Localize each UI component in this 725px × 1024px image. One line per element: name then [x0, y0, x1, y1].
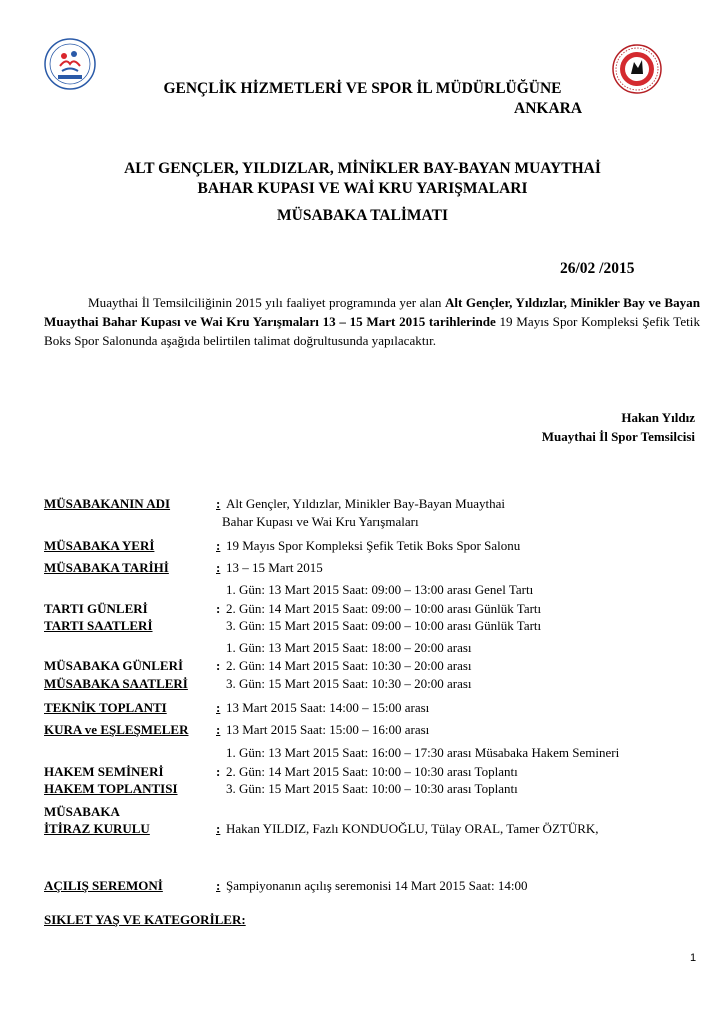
colon: : — [216, 496, 221, 511]
referee-row-2: 2. Gün: 14 Mart 2015 Saat: 10:00 – 10:30 arası Toplantı — [226, 764, 518, 779]
weigh-in-hours-label — [44, 618, 167, 634]
colon: : — [216, 878, 221, 893]
match-hours-label: MÜSABAKA SAATLERİ — [44, 676, 188, 691]
objection-committee-value: Hakan YILDIZ, Fazlı KONDUOĞLU, Tülay ORAL, Tamer ÖZTÜRK, — [226, 821, 599, 836]
draw-label: KURA ve EŞLEŞMELER — [44, 722, 189, 737]
opening-ceremony-value: Şampiyonanın açılış seremonisi 14 Mart 2015 Saat: 14:00 — [226, 878, 528, 893]
draw-value: 13 Mart 2015 Saat: 15:00 – 16:00 arası — [226, 722, 430, 737]
page-number: 1 — [690, 952, 697, 964]
objection-committee-label-1: MÜSABAKA — [44, 804, 120, 819]
document-date: 26/02 /2015 — [560, 260, 635, 277]
colon: : — [216, 601, 221, 616]
weight-categories-heading: SIKLET YAŞ VE KATEGORİLER: — [44, 912, 246, 927]
recipient-city: ANKARA — [514, 100, 583, 117]
match-row-3: 3. Gün: 15 Mart 2015 Saat: 10:30 – 20:00 arası — [226, 676, 472, 691]
match-row-1: 1. Gün: 13 Mart 2015 Saat: 18:00 – 20:00 arası — [226, 640, 472, 655]
colon: : — [216, 538, 221, 553]
technical-meeting-value: 13 Mart 2015 Saat: 14:00 – 15:00 arası — [226, 700, 430, 715]
doc-title-line2: BAHAR KUPASI VE WAİ KRU YARIŞMALARI — [197, 180, 528, 197]
colon: : — [216, 560, 221, 575]
objection-committee-label-2 — [44, 821, 186, 837]
referee-meeting-label: HAKEM TOPLANTISI — [44, 781, 178, 796]
weigh-in-row-3: 3. Gün: 15 Mart 2015 Saat: 09:00 – 10:00 arası Günlük Tartı — [226, 618, 542, 633]
intro-bold-text: Alt Gençler, Yıldızlar, Minikler Bay ve Bayan Muaythai Bahar Kupası ve Wai Kru Yarışmaları 13 – 15 Mart 2015 tarihlerinde — [44, 295, 700, 329]
venue-value: 19 Mayıs Spor Kompleksi Şefik Tetik Boks Spor Salonu — [226, 538, 521, 553]
event-name-label: MÜSABAKANIN ADI — [44, 496, 171, 511]
referee-row-1: 1. Gün: 13 Mart 2015 Saat: 16:00 – 17:30 arası Müsabaka Hakem Semineri — [226, 745, 620, 760]
event-name-value-2: Bahar Kupası ve Wai Kru Yarışmaları — [222, 514, 419, 529]
match-days-label: MÜSABAKA GÜNLERİ — [44, 658, 184, 673]
colon: : — [216, 764, 221, 779]
doc-title-line3: MÜSABAKA TALİMATI — [277, 207, 448, 224]
colon: : — [216, 658, 221, 673]
referee-seminar-label: HAKEM SEMİNERİ — [44, 764, 164, 779]
weigh-in-row-1: 1. Gün: 13 Mart 2015 Saat: 09:00 – 13:00 arası Genel Tartı — [226, 582, 534, 597]
match-row-2: 2. Gün: 14 Mart 2015 Saat: 10:30 – 20:00 arası — [226, 658, 472, 673]
signature-name: Hakan Yıldız — [621, 410, 695, 425]
venue-label: MÜSABAKA YERİ — [44, 538, 155, 553]
colon: : — [216, 722, 221, 737]
intro-paragraph — [44, 293, 700, 350]
referee-row-3: 3. Gün: 15 Mart 2015 Saat: 10:00 – 10:30 arası Toplantı — [226, 781, 518, 796]
event-date-label: MÜSABAKA TARİHİ — [44, 560, 169, 575]
colon: : — [216, 700, 221, 715]
technical-meeting-label: TEKNİK TOPLANTI — [44, 700, 167, 715]
signature-role: Muaythai İl Spor Temsilcisi — [541, 429, 695, 444]
objection-committee-text: İTİRAZ KURULU — [44, 821, 150, 836]
event-name-value-1: Alt Gençler, Yıldızlar, Minikler Bay-Bayan Muaythai — [226, 496, 505, 511]
opening-ceremony-label: AÇILIŞ SEREMONİ — [44, 878, 163, 893]
weigh-in-hours-text: TARTI SAATLERİ — [44, 618, 153, 633]
colon: : — [216, 821, 221, 836]
weigh-in-row-2: 2. Gün: 14 Mart 2015 Saat: 09:00 – 10:00 arası Günlük Tartı — [226, 601, 542, 616]
intro-text-1: Muaythai İl Temsilciliğinin 2015 yılı faaliyet programında yer alan — [88, 295, 445, 310]
event-date-value: 13 – 15 Mart 2015 — [226, 560, 323, 575]
doc-title-line1: ALT GENÇLER, YILDIZLAR, MİNİKLER BAY-BAYAN MUAYTHAİ — [124, 160, 601, 177]
intro-text-2: 19 Mayıs Spor Kompleksi Şefik Tetik Boks Spor Salonunda aşağıda belirtilen talimat doğrultusunda yapılacaktır. — [44, 314, 700, 348]
recipient-line: GENÇLİK HİZMETLERİ VE SPOR İL MÜDÜRLÜĞÜNE — [163, 80, 562, 97]
weigh-in-days-label: TARTI GÜNLERİ — [44, 601, 148, 616]
